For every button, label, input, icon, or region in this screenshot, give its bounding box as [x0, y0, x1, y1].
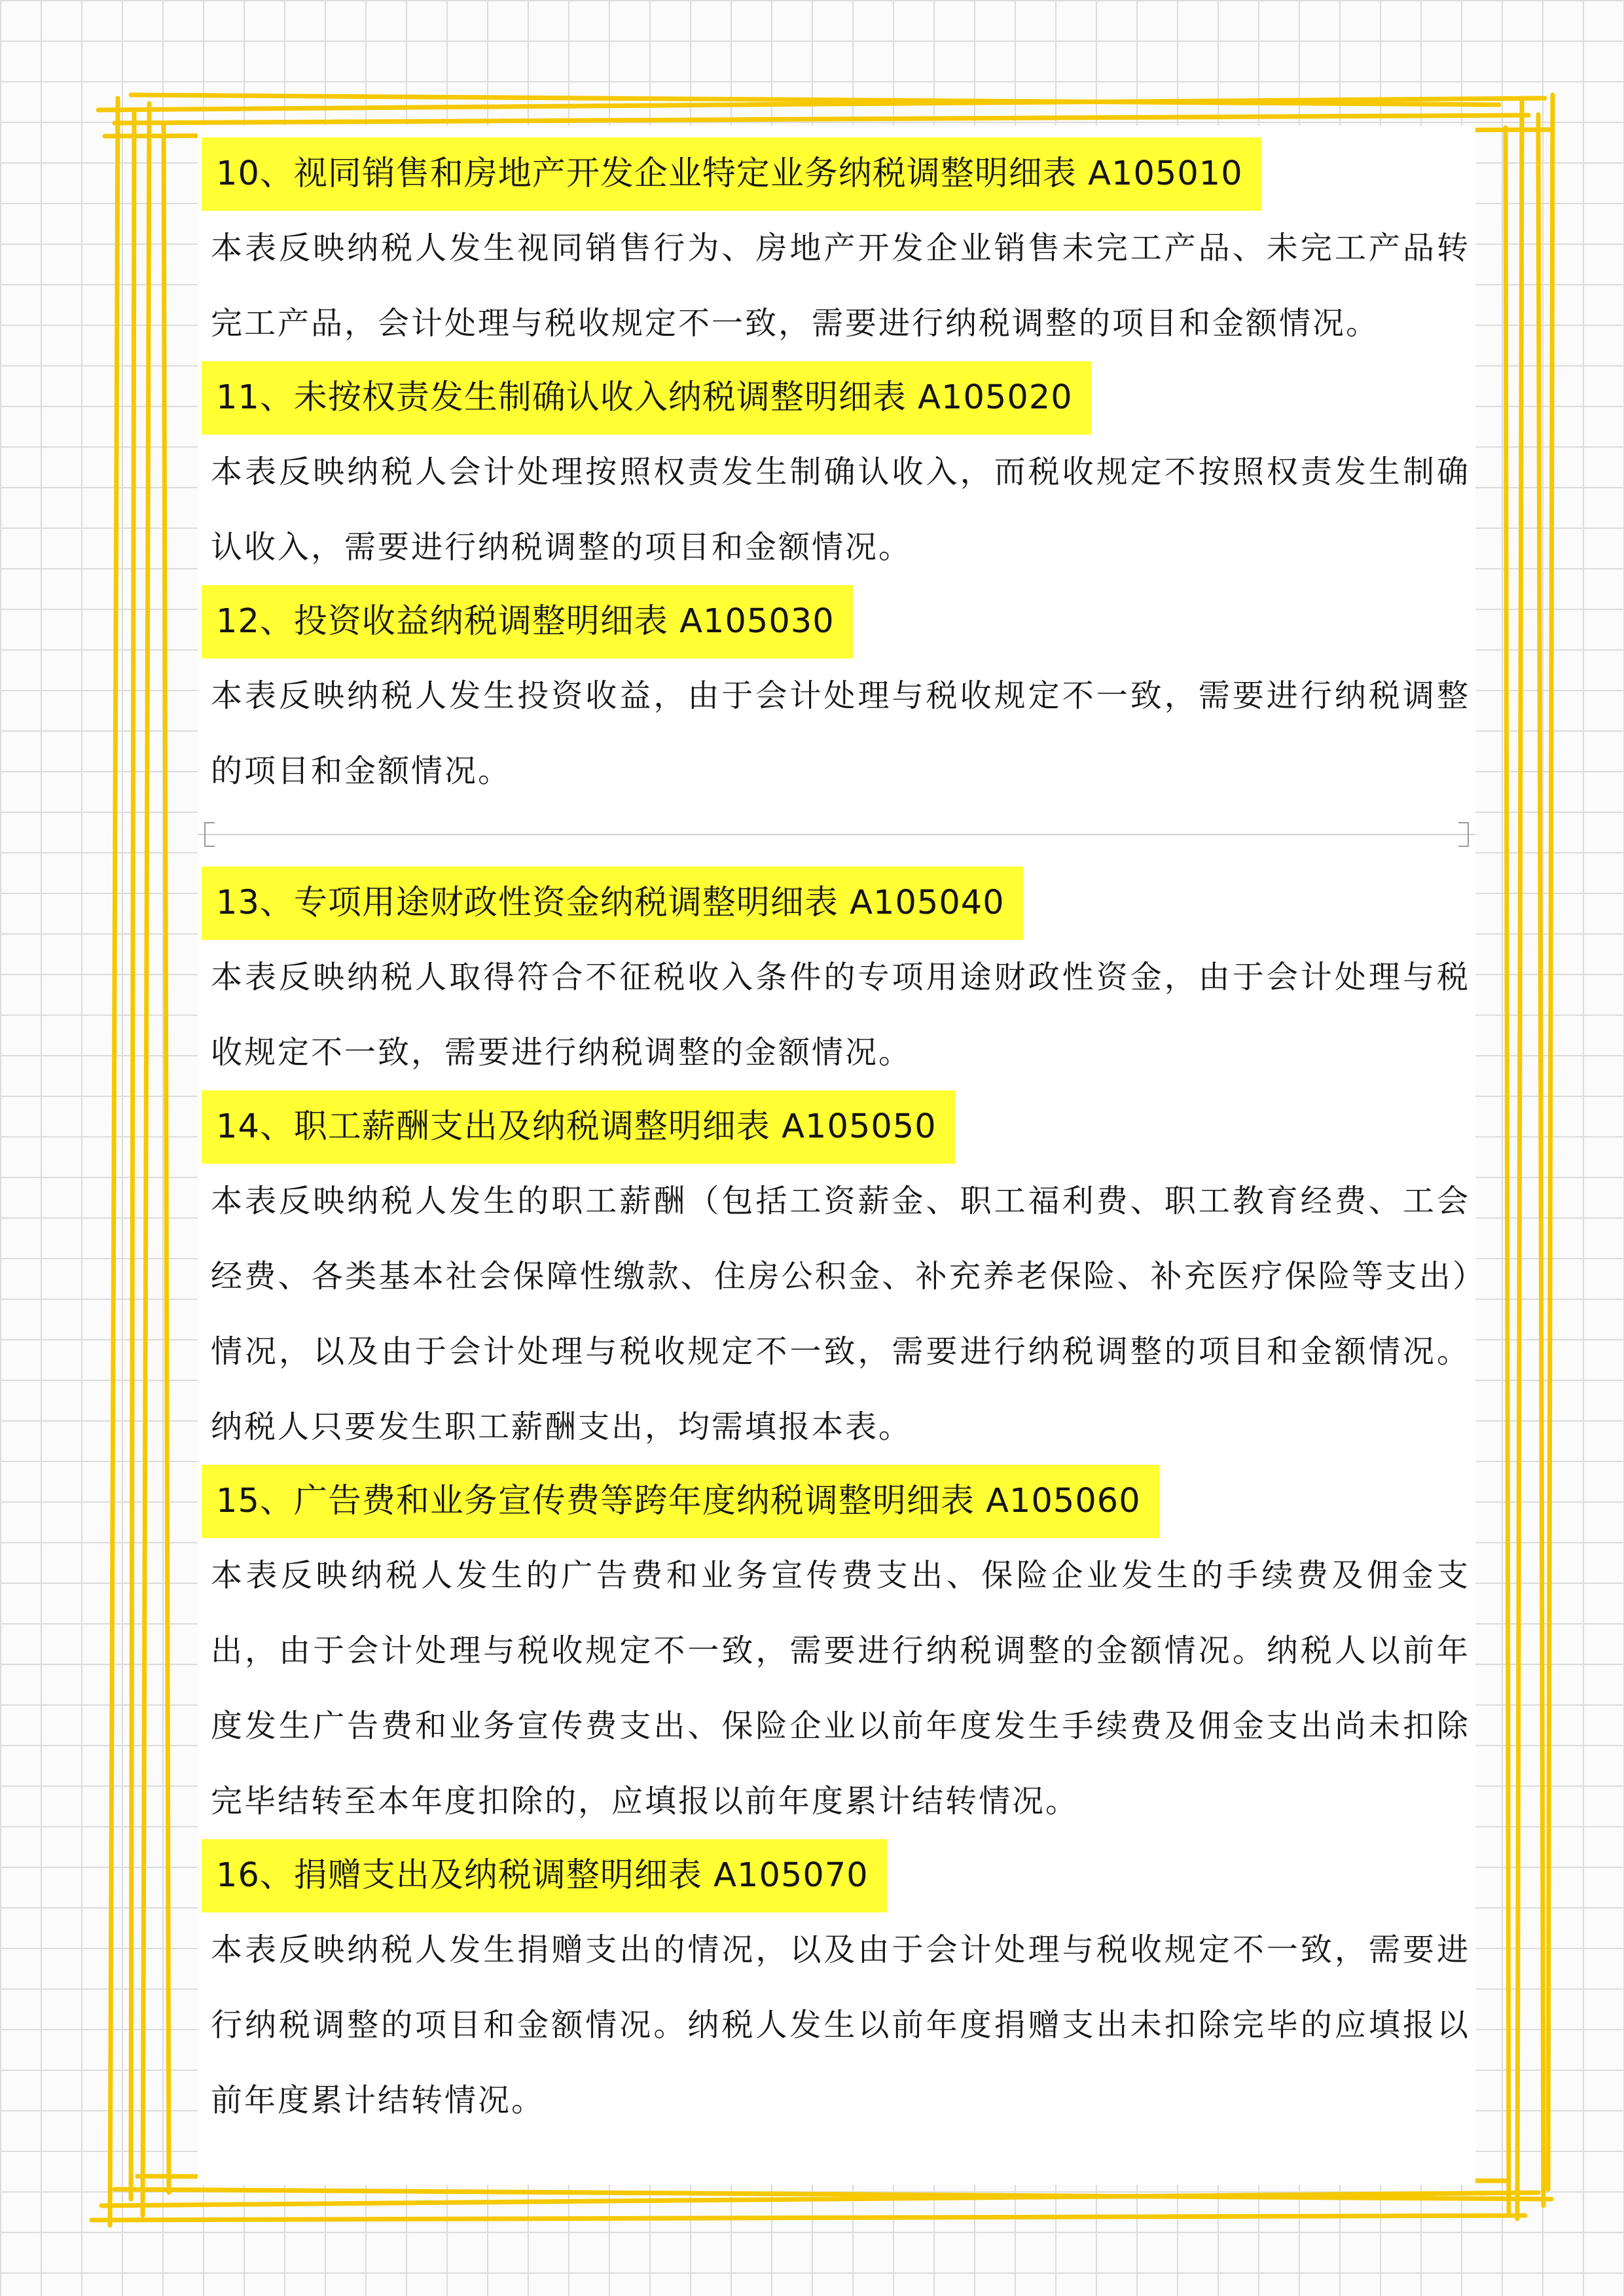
- section-body: 本表反映纳税人取得符合不征税收入条件的专项用途财政性资金，由于会计处理与税收规定不一致，需要进行纳税调整的金额情况。: [211, 959, 1470, 1071]
- section-body: 本表反映纳税人发生的职工薪酬（包括工资薪金、职工福利费、职工教育经费、工会经费、各类基本社会保障性缴款、住房公积金、补充养老保险、补充医疗保险等支出）情况，以及由于会计处理与税收规定不一致，需要进行纳税调整的项目和金额情况。纳税人只要发生职工薪酬支出，均需填报本表。: [211, 1183, 1470, 1445]
- section-heading: 11、未按权责发生制确认收入纳税调整明细表 A105020: [202, 361, 1091, 435]
- section-heading: 10、视同销售和房地产开发企业特定业务纳税调整明细表 A105010: [202, 137, 1261, 211]
- section-body: 本表反映纳税人会计处理按照权责发生制确认收入，而税收规定不按照权责发生制确认收入，需要进行纳税调整的项目和金额情况。: [211, 454, 1470, 565]
- section-heading: 13、专项用途财政性资金纳税调整明细表 A105040: [202, 867, 1023, 940]
- page-break-bracket-left: [204, 822, 215, 847]
- section-body: 本表反映纳税人发生视同销售行为、房地产开发企业销售未完工产品、未完工产品转完工产品，会计处理与税收规定不一致，需要进行纳税调整的项目和金额情况。: [211, 230, 1470, 342]
- page-break: [198, 814, 1475, 853]
- section-body: 本表反映纳税人发生捐赠支出的情况，以及由于会计处理与税收规定不一致，需要进行纳税调整的项目和金额情况。纳税人发生以前年度捐赠支出未扣除完毕的应填报以前年度累计结转情况。: [211, 1931, 1470, 2119]
- section-heading: 15、广告费和业务宣传费等跨年度纳税调整明细表 A105060: [202, 1465, 1159, 1538]
- section-body: 本表反映纳税人发生的广告费和业务宣传费支出、保险企业发生的手续费及佣金支出，由于会计处理与税收规定不一致，需要进行纳税调整的金额情况。纳税人以前年度发生广告费和业务宣传费支出、保险企业以前年度发生手续费及佣金支出尚未扣除完毕结转至本年度扣除的，应填报以前年度累计结转情况。: [211, 1557, 1470, 1820]
- section-heading: 16、捐赠支出及纳税调整明细表 A105070: [202, 1839, 887, 1912]
- page-break-line: [198, 834, 1475, 835]
- section-heading: 14、职工薪酬支出及纳税调整明细表 A105050: [202, 1090, 955, 1164]
- page-break-bracket-right: [1458, 822, 1469, 847]
- section-14: [211, 1090, 1470, 1465]
- section-11: [211, 361, 1470, 585]
- section-16: [211, 1839, 1470, 2138]
- section-10: [211, 137, 1470, 361]
- section-15: [211, 1465, 1470, 1839]
- section-13: [211, 867, 1470, 1090]
- document-sheet: [198, 126, 1475, 2185]
- section-12: [211, 585, 1470, 809]
- section-body: 本表反映纳税人发生投资收益，由于会计处理与税收规定不一致，需要进行纳税调整的项目和金额情况。: [211, 677, 1470, 789]
- section-heading: 12、投资收益纳税调整明细表 A105030: [202, 585, 853, 658]
